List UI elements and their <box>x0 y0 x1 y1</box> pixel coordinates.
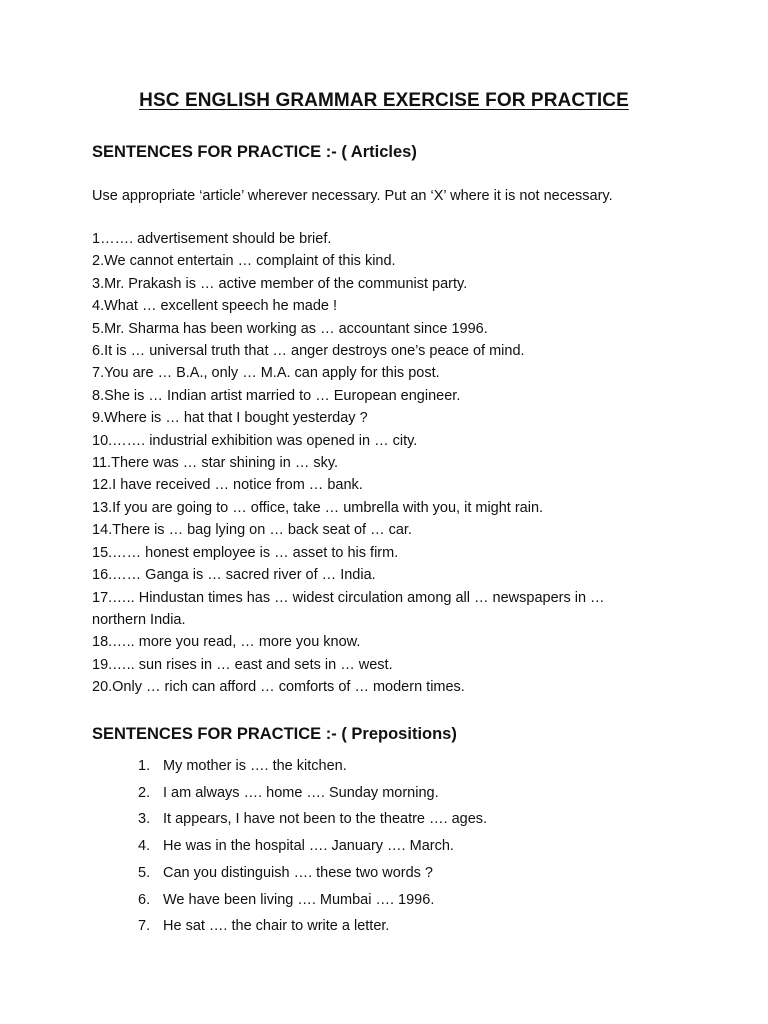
articles-instruction: Use appropriate ‘article’ wherever necessary. Put an ‘X’ where it is not necessary. <box>92 188 613 204</box>
list-item: 2.We cannot entertain … complaint of this kind. <box>92 253 396 270</box>
list-item <box>138 887 487 914</box>
item-text: He sat …. the chair to write a letter. <box>163 918 390 935</box>
item-number: 7. <box>138 918 151 935</box>
list-item: 4.What … excellent speech he made ! <box>92 298 338 315</box>
item-number: 5. <box>138 864 151 881</box>
list-item: 5.Mr. Sharma has been working as … accountant since 1996. <box>92 320 488 337</box>
list-item: 16.…… Ganga is … sacred river of … India. <box>92 567 376 584</box>
item-number: 3. <box>138 811 151 828</box>
item-text: We have been living …. Mumbai …. 1996. <box>163 891 435 908</box>
item-number: 6. <box>138 891 151 908</box>
articles-section-heading: SENTENCES FOR PRACTICE :- ( Articles) <box>92 143 417 161</box>
list-item: 19.….. sun rises in … east and sets in … west. <box>92 656 393 673</box>
list-item: 6.It is … universal truth that … anger destroys one’s peace of mind. <box>92 343 525 360</box>
list-item: 15.…… honest employee is … asset to his firm. <box>92 544 399 561</box>
articles-exercise-list <box>92 228 637 699</box>
list-item <box>138 833 487 860</box>
list-item: 10.……. industrial exhibition was opened in … city. <box>92 432 418 449</box>
list-item: 18.….. more you read, … more you know. <box>92 634 361 651</box>
item-text: I am always …. home …. Sunday morning. <box>163 784 439 801</box>
list-item: 14.There is … bag lying on … back seat of … car. <box>92 522 412 539</box>
list-item <box>138 913 487 940</box>
list-item: 12.I have received … notice from … bank. <box>92 477 363 494</box>
list-item: 20.Only … rich can afford … comforts of … modern times. <box>92 679 465 696</box>
item-number: 4. <box>138 838 151 855</box>
item-number: 2. <box>138 784 151 801</box>
item-number: 1. <box>138 758 151 774</box>
item-text: It appears, I have not been to the theatre …. ages. <box>163 811 488 828</box>
page-title: HSC ENGLISH GRAMMAR EXERCISE FOR PRACTICE <box>139 90 629 111</box>
list-item: 8.She is … Indian artist married to … European engineer. <box>92 387 461 404</box>
list-item: 9.Where is … hat that I bought yesterday ? <box>92 410 368 427</box>
list-item: 11.There was … star shining in … sky. <box>92 455 339 472</box>
list-item <box>138 806 487 833</box>
list-item <box>138 860 487 887</box>
list-item: 17.….. Hindustan times has … widest circulation among all … newspapers in … northern India. <box>92 589 605 628</box>
item-text: He was in the hospital …. January …. March. <box>163 838 454 855</box>
item-text: My mother is …. the kitchen. <box>163 758 347 774</box>
item-text: Can you distinguish …. these two words ? <box>163 864 433 881</box>
list-item: 1……. advertisement should be brief. <box>92 231 332 247</box>
list-item: 13.If you are going to … office, take … umbrella with you, it might rain. <box>92 499 544 516</box>
list-item <box>138 753 487 780</box>
prepositions-exercise-list <box>138 753 487 940</box>
list-item: 3.Mr. Prakash is … active member of the communist party. <box>92 275 468 292</box>
list-item: 7.You are … B.A., only … M.A. can apply for this post. <box>92 365 440 382</box>
prepositions-section-heading: SENTENCES FOR PRACTICE :- ( Prepositions) <box>92 725 457 743</box>
list-item <box>138 780 487 807</box>
